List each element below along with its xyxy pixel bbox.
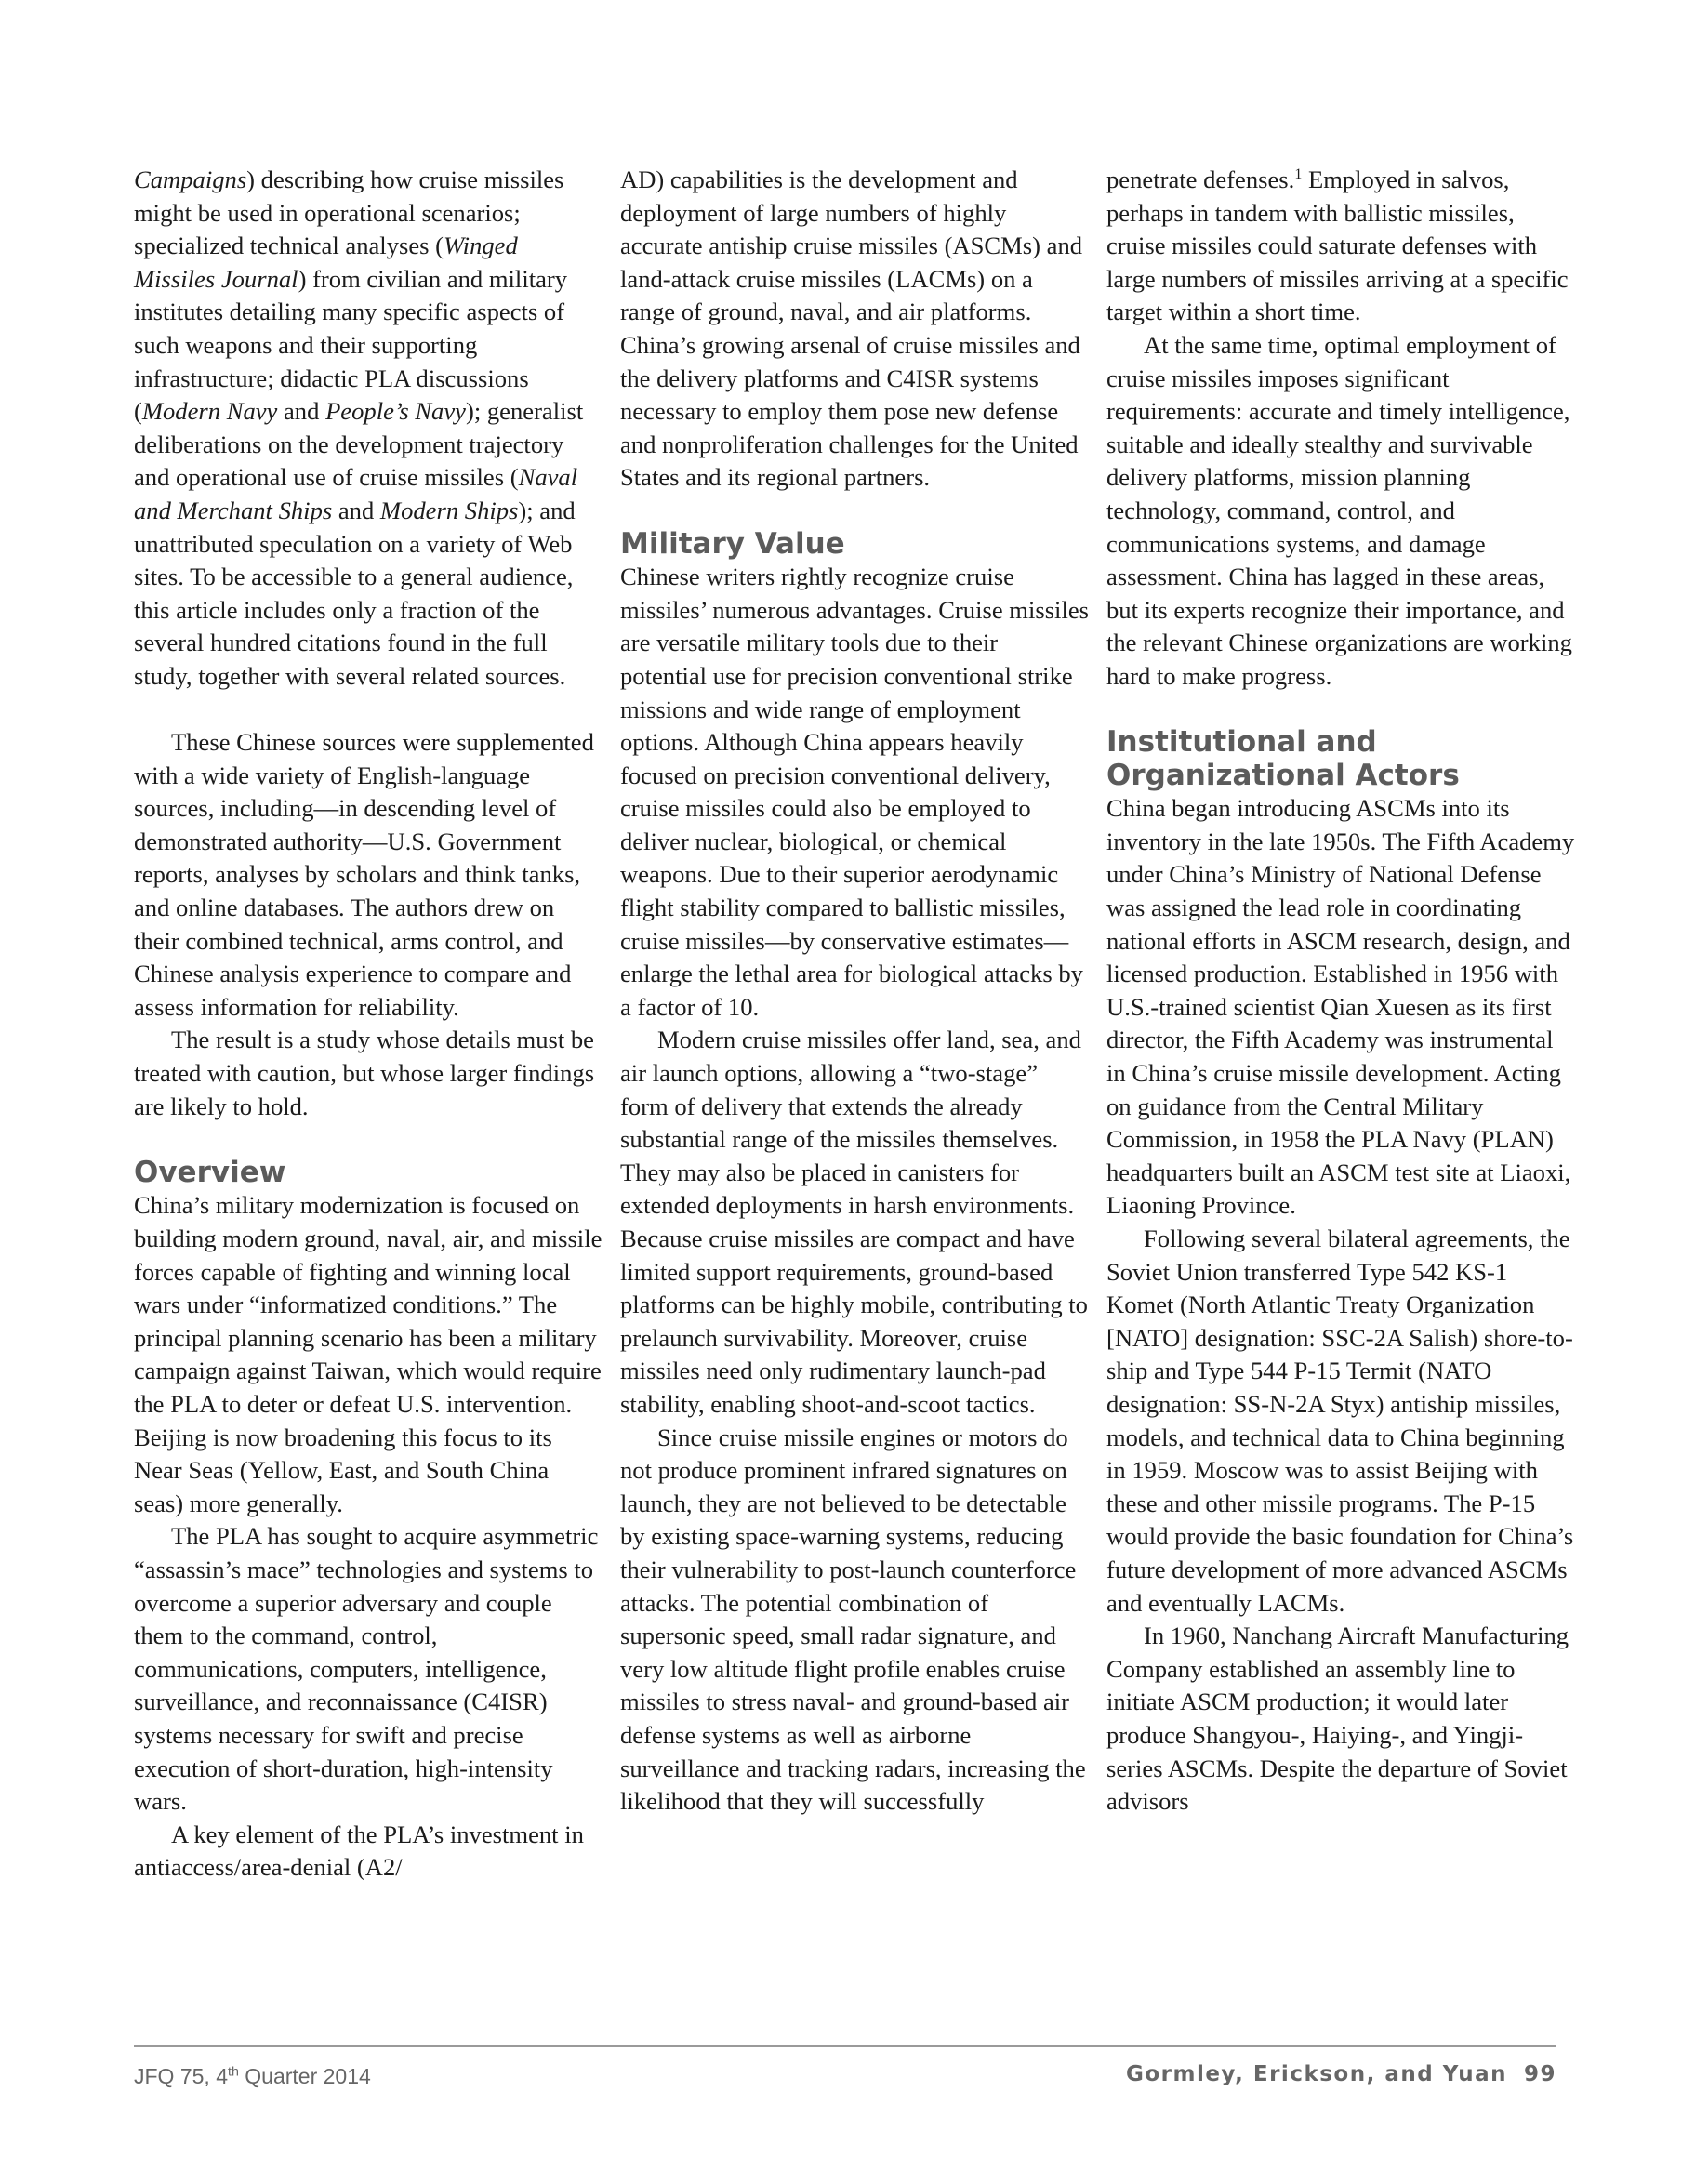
- body-paragraph: [134, 164, 603, 694]
- body-paragraph: [134, 726, 603, 1024]
- body-paragraph: [620, 1024, 1090, 1421]
- footnote-ref: 1: [1294, 166, 1303, 183]
- italic-title: Campaigns: [134, 165, 247, 193]
- text-run: China’s military modernization is focused on building modern ground, naval, air, and missile forces capable of fighting and winning local wars under “informatized conditions.” The principal planning scenario has been a military campaign against Taiwan, which would require the PLA to deter or defeat U.S. intervention. Beijing is now broadening this focus to its Near Seas (Yellow, East, and South China seas) more generally.: [134, 1191, 603, 1517]
- text-run: and: [332, 496, 380, 524]
- text-run: The PLA has sought to acquire asymmetric “assassin’s mace” technologies and systems to overcome a superior adversary and couple them to the command, control, communications, computers, intelligence, surveillance, and reconnaissance (C4ISR) systems necessary for swift and precise execution of short-duration, high-intensity wars.: [134, 1522, 599, 1816]
- body-paragraph: [1106, 792, 1576, 1223]
- italic-title: Naval and Merchant Ships: [134, 463, 578, 524]
- text-run: Overview: [134, 1155, 286, 1189]
- journal-name: JFQ 75, 4: [134, 2064, 228, 2088]
- text-column-2: [620, 164, 1090, 1819]
- text-run: ) describing how cruise missiles might be used in operational scenarios; specialized technical analyses (: [134, 165, 564, 260]
- text-run: and: [277, 397, 326, 426]
- body-paragraph: [1106, 1223, 1576, 1620]
- text-run: Institutional and Organizational Actors: [1106, 725, 1460, 792]
- text-run: AD) capabilities is the development and deployment of large numbers of highly accurate antiship cruise missiles (ASCMs) and land-attack cruise missiles (LACMs) on a range of ground, naval, and air platforms. China’s growing arsenal of cruise missiles and the delivery platforms and C4ISR systems necessary to employ them pose new defense and nonproliferation challenges for the United States and its regional partners.: [620, 165, 1083, 492]
- italic-title: Modern Navy: [141, 397, 278, 426]
- text-run: The result is a study whose details must be treated with caution, but whose larger findings are likely to hold.: [134, 1026, 595, 1120]
- text-run: At the same time, optimal employment of cruise missiles imposes significant requirements: accurate and timely intelligence, suitable and ideally stealthy and survivable delivery platforms, mission planning technology, command, control, and communications systems, and damage assessment. China has lagged in these areas, but its experts recognize their importance, and the relevant Chinese organizations are working hard to make progress.: [1106, 330, 1572, 690]
- text-run: In 1960, Nanchang Aircraft Manufacturing Company established an assembly line to initiate ASCM production; it would later produce Shangyou-, Haiying-, and Yingji-series ASCMs. Despite the departure of Soviet advisors: [1106, 1621, 1569, 1816]
- text-run: Modern cruise missiles offer land, sea, and air launch options, allowing a “two-stage” form of delivery that extends the already substantial range of the missiles themselves. They may also be placed in canisters for extended deployments in harsh environments. Because cruise missiles are compact and have limited support requirements, ground-based platforms can be highly mobile, contributing to prelaunch survivability. Moreover, cruise missiles need only rudimentary launch-pad stability, enabling shoot-and-scoot tactics.: [620, 1026, 1088, 1418]
- body-paragraph: [620, 561, 1090, 1024]
- footer-divider: [134, 2045, 1556, 2047]
- body-paragraph: [134, 1520, 603, 1818]
- italic-title: People’s Navy: [325, 397, 466, 426]
- text-run: Employed in salvos, perhaps in tandem with ballistic missiles, cruise missiles could saturate defenses with large numbers of missiles arriving at a specific target within a short time.: [1106, 165, 1569, 326]
- text-run: ); generalist deliberations on the development trajectory and operational use of cruise missiles (: [134, 397, 584, 492]
- body-paragraph: [134, 1189, 603, 1520]
- page-number: 99: [1523, 2062, 1556, 2086]
- text-run: ); and unattributed speculation on a variety of Web sites. To be accessible to a general audience, this article includes only a fraction of the several hundred citations found in the full study, together with several related sources.: [134, 496, 576, 690]
- section-heading: [134, 1157, 603, 1190]
- text-run: Military Value: [620, 526, 845, 561]
- text-run: Since cruise missile engines or motors do not produce prominent infrared signatures on launch, they are not believed to be detectable by existing space-warning systems, reducing their vulnerability to post-launch counterforce attacks. The potential combination of supersonic speed, small radar signature, and very low altitude flight profile enables cruise missiles to stress naval- and ground-based air defense systems as well as airborne surveillance and tracking radars, increasing the likelihood that they will successfully: [620, 1423, 1086, 1816]
- text-run: penetrate defenses.: [1106, 165, 1295, 193]
- italic-title: Winged Missiles Journal: [134, 232, 518, 293]
- section-heading: [620, 528, 1090, 562]
- section-heading: [1106, 726, 1576, 792]
- journal-quarter: Quarter 2014: [238, 2064, 371, 2088]
- footer-authors-page: [1126, 2060, 1556, 2088]
- footer-authors: Gormley, Erickson, and Yuan: [1125, 2062, 1507, 2086]
- text-run: Chinese writers rightly recognize cruise missiles’ numerous advantages. Cruise missiles are versatile military tools due to their potential use for precision conventional strike missions and wide range of employment options. Although China appears heavily focused on precision conventional delivery, cruise missiles could also be employed to deliver nuclear, biological, or chemical weapons. Due to their superior aerodynamic flight stability compared to ballistic missiles, cruise missiles—by conservative estimates—enlarge the lethal area for biological attacks by a factor of 10.: [620, 563, 1089, 1021]
- text-column-1: [134, 164, 603, 1885]
- journal-ordinal-suffix: th: [227, 2064, 239, 2080]
- body-paragraph: [620, 1422, 1090, 1819]
- text-run: These Chinese sources were supplemented with a wide variety of English-language sources, including—in descending level of demonstrated authority—U.S. Government reports, analyses by scholars and think tanks, and online databases. The authors drew on their combined technical, arms control, and Chinese analysis experience to compare and assess information for reliability.: [134, 728, 594, 1021]
- body-paragraph: [1106, 329, 1576, 694]
- text-run: ) from civilian and military institutes detailing many specific aspects of such weapons and their supporting infrastructure; didactic PLA discussions (: [134, 264, 568, 426]
- text-run: China began introducing ASCMs into its inventory in the late 1950s. The Fifth Academy under China’s Ministry of National Defense was assigned the lead role in coordinating national efforts in ASCM research, design, and licensed production. Established in 1956 with U.S.-trained scientist Qian Xuesen as its first director, the Fifth Academy was instrumental in China’s cruise missile development. Acting on guidance from the Central Military Commission, in 1958 the PLA Navy (PLAN) headquarters built an ASCM test site at Liaoxi, Liaoning Province.: [1106, 794, 1575, 1220]
- body-paragraph: [134, 1024, 603, 1123]
- text-column-3: [1106, 164, 1576, 1819]
- body-paragraph: [620, 164, 1090, 495]
- footer-journal-issue: [134, 2062, 371, 2090]
- text-run: Following several bilateral agreements, the Soviet Union transferred Type 542 KS-1 Komet (North Atlantic Treaty Organization [NATO] designation: SSC-2A Salish) shore-to-ship and Type 544 P-15 Termit (NATO designation: SS-N-2A Styx) antiship missiles, models, and technical data to China beginning in 1959. Moscow was to assist Beijing with these and other missile programs. The P-15 would provide the basic foundation for China’s future development of more advanced ASCMs and eventually LACMs.: [1106, 1224, 1574, 1617]
- italic-title: Modern Ships: [379, 496, 519, 524]
- body-paragraph: [1106, 1620, 1576, 1819]
- body-paragraph: [1106, 164, 1576, 329]
- text-run: A key element of the PLA’s investment in antiaccess/area-denial (A2/: [134, 1820, 584, 1882]
- body-paragraph: [134, 1819, 603, 1885]
